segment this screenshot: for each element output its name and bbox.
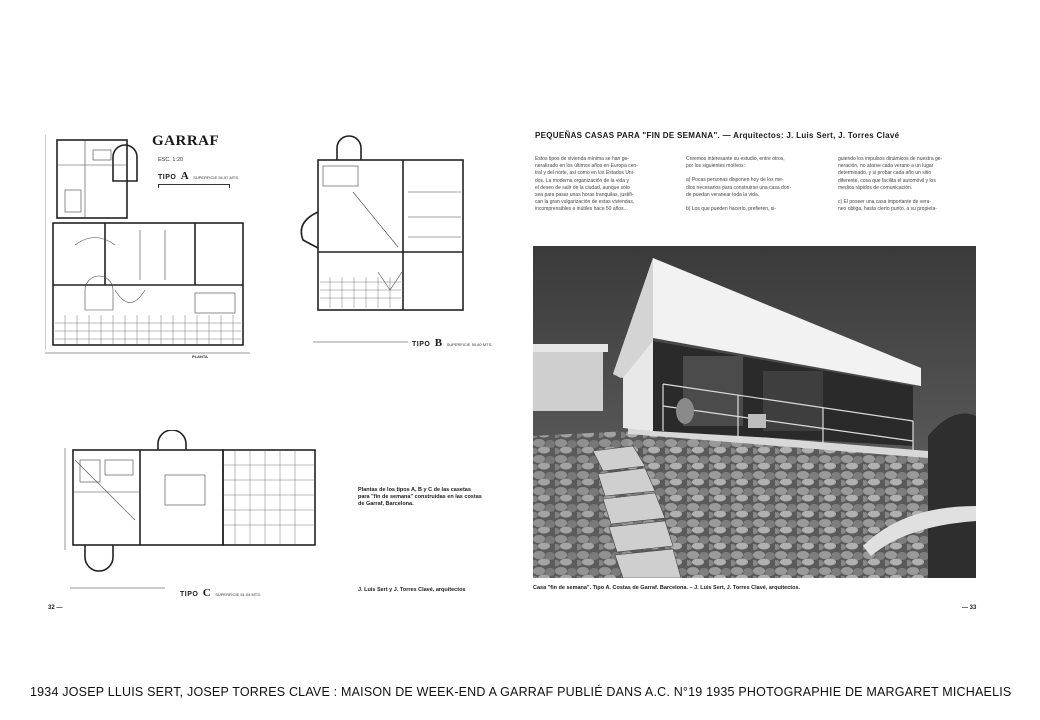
column-line: neo obliga, hasta cierto punto, a su propieta- <box>838 206 937 213</box>
column-line: dios necesarios para construirse una casa don- <box>686 184 792 191</box>
column-line: guiendo los impulsos dinámicos de nuestra ge- <box>838 156 943 162</box>
column-line: Estos tipos de vivienda mínima se han ge- <box>535 156 629 162</box>
column-line: can la gran vulgarización de estas viviendas, <box>535 199 635 206</box>
plan-b-tipo <box>412 333 492 351</box>
page-number-right: — 33 <box>962 605 977 611</box>
column-line: diferente, cosa que facilita el automóvil y los <box>838 177 936 184</box>
article-column-3 <box>838 156 978 213</box>
plan-tipo-c <box>55 430 325 595</box>
plan-b-tipo-label: TIPO <box>412 341 431 348</box>
architects-credit: J. Luis Sert y J. Torres Clavé, arquitectos <box>358 587 466 593</box>
plan-tipo-b <box>293 132 473 347</box>
column-line: b) Los que pueden hacerlo, prefieren, si- <box>686 206 777 213</box>
column-line: a) Pocas personas disponen hoy de los me- <box>686 177 784 184</box>
plan-c-tipo <box>180 583 261 601</box>
plan-a-tipo <box>158 166 239 184</box>
plan-a-tipo-label: TIPO <box>158 174 177 181</box>
column-line: c) El poseer una casa importante de vera- <box>838 199 932 206</box>
plan-c-tipo-letter: C <box>202 587 211 599</box>
column-line: medios rápidos de comunicación. <box>838 184 913 191</box>
house-photograph <box>533 246 976 578</box>
column-line: neración, no atarse cada verano a un lugar <box>838 163 934 170</box>
column-line <box>838 192 978 199</box>
column-line: Creemos interesante su estudio, entre otros, <box>686 156 785 162</box>
footer-caption: 1934 JOSEP LLUIS SERT, JOSEP TORRES CLAVE : MAISON DE WEEK-END A GARRAF PUBLIÉ DANS A.C. N°19 1935 PHOTOGRAPHIE DE MARGARET MICHAELIS <box>30 685 1012 699</box>
plan-b-surface: SUPERFICIE 50.80 MTS. <box>446 342 493 347</box>
plans-caption-line: para "fin de semana" construidas en las costas <box>358 494 482 500</box>
plan-a-scale-bar <box>158 184 230 188</box>
column-line: incomprensibles e inútiles hace 50 años... <box>535 206 628 213</box>
column-line: de puedan veranear toda la vida. <box>686 191 760 198</box>
plans-caption-line: de Garraf, Barcelona. <box>358 501 414 507</box>
article-column-2 <box>686 156 826 213</box>
photo-caption: Casa "fin de semana". Tipo A. Costas de Garraf. Barcelona. – J. Luis Sert, J. Torres Clavé, arquitectos. <box>533 585 801 591</box>
plan-a-tipo-letter: A <box>180 170 189 182</box>
plan-b-tipo-letter: B <box>434 337 443 349</box>
page-number-left: 32 — <box>48 605 63 611</box>
plan-tipo-c-drawing <box>55 430 325 595</box>
article-column-1 <box>535 156 675 214</box>
plan-a-planta-label: PLANTA <box>192 354 208 359</box>
plan-a-surface: SUPERFICIE 54.97 MTS. <box>193 175 239 180</box>
column-line: el deseo de salir de la ciudad, aunque sólo <box>535 184 630 191</box>
plans-caption <box>358 487 508 508</box>
page-title-garraf: GARRAF <box>152 133 220 149</box>
column-line: determinado, y si probar cada año un sitio <box>838 170 932 177</box>
plan-c-tipo-label: TIPO <box>180 591 199 598</box>
column-line: dos. La moderna organización de la vida y <box>535 177 629 184</box>
column-line <box>686 199 826 206</box>
plan-tipo-b-drawing <box>293 132 473 347</box>
plan-c-surface: SUPERFICIE 51.04 MTS. <box>215 592 261 597</box>
column-line <box>686 170 826 177</box>
column-line: por los siguientes motivos: <box>686 163 745 170</box>
plans-caption-line: Plantas de los tipos A, B y C de las casetas <box>358 487 471 493</box>
column-line: tral y del norte, así como en los Estados Uni- <box>535 170 635 177</box>
plan-a-scale: ESC. 1:20 <box>158 157 184 163</box>
house-photograph-drawing <box>533 246 976 578</box>
column-line: sea para pasar unas horas tranquilas, justifi- <box>535 192 634 199</box>
column-line: neralizado en los últimos años en Europa cen- <box>535 163 638 170</box>
article-heading: PEQUEÑAS CASAS PARA "FIN DE SEMANA". — Arquitectos: J. Luis Sert, J. Torres Clavé <box>535 131 900 140</box>
